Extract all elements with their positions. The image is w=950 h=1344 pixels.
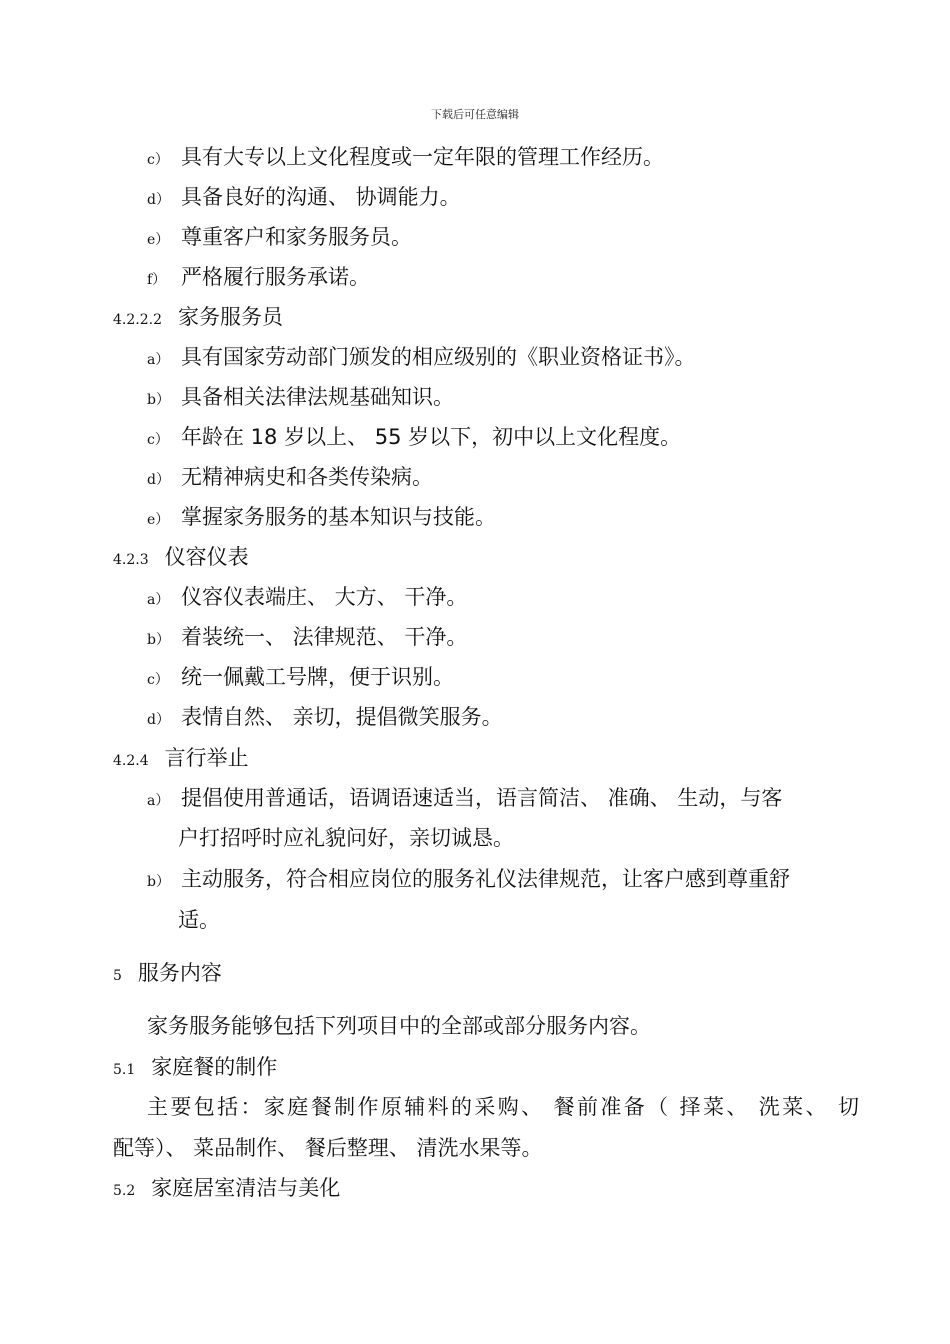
list-item-c [147,662,454,695]
list-item-text: 提倡使用普通话，语调语速适当，语言简洁、 准确、 生动，与客 [181,786,783,810]
section-number: 5.2 [113,1183,136,1199]
paragraph-line: 主要包括：家庭餐制作原辅料的采购、 餐前准备（ 择菜、 洗菜、 切 [147,1095,859,1119]
list-marker: a） [147,592,170,608]
list-marker: e） [147,232,170,248]
list-item-d [147,462,433,495]
section-number: 4.2.2.2 [113,312,162,328]
list-item-c [147,142,664,175]
section-title: 家务服务员 [177,305,283,329]
section-number: 4.2.4 [113,753,149,769]
section-number: 5.1 [113,1062,136,1078]
list-marker: b） [147,392,170,408]
list-marker: f） [147,272,167,288]
list-marker: d） [147,472,170,488]
list-item-text: 主动服务，符合相应岗位的服务礼仪法律规范，让客户感到尊重舒 [181,867,790,891]
list-item-text: 表情自然、 亲切，提倡微笑服务。 [181,705,503,729]
list-item-text: 着装统一、 法律规范、 干净。 [181,625,468,649]
list-item-b [147,382,454,415]
list-item-text: 具有国家劳动部门颁发的相应级别的《职业资格证书》。 [181,345,696,369]
list-marker: b） [147,632,170,648]
list-item-continuation: 适。 [178,908,220,932]
section-heading-5-1 [113,1052,277,1085]
section-heading-4-2-4 [113,743,249,776]
list-item-b [147,864,790,897]
list-item-continuation: 户打招呼时应礼貌问好，亲切诚恳。 [178,826,514,850]
list-item-f [147,262,370,295]
list-marker: a） [147,793,170,809]
section-title: 言行举止 [164,746,249,770]
section-title: 服务内容 [137,961,222,985]
list-marker: c） [147,152,169,168]
list-item-c [147,422,681,455]
list-item-text: 统一佩戴工号牌，便于识别。 [181,665,454,689]
list-item-text: 具备良好的沟通、 协调能力。 [181,185,461,209]
section-number: 5 [113,968,122,984]
list-item-text: 年龄在 18 岁以上、 55 岁以下，初中以上文化程度。 [181,425,682,449]
section-heading-4-2-3 [113,542,249,575]
section-title: 仪容仪表 [164,545,249,569]
list-item-text: 仪容仪表端庄、 大方、 干净。 [181,585,468,609]
paragraph: 家务服务能够包括下列项目中的全部或部分服务内容。 [147,1014,651,1038]
section-heading-5 [113,958,222,991]
list-item-text: 具有大专以上文化程度或一定年限的管理工作经历。 [181,145,664,169]
list-marker: b） [147,874,170,890]
section-title: 家庭居室清洁与美化 [151,1176,341,1200]
section-heading-4-2-2-2 [113,302,283,335]
paragraph-line: 配等）、 菜品制作、 餐后整理、 清洗水果等。 [113,1136,543,1160]
list-marker: d） [147,712,170,728]
list-item-text: 无精神病史和各类传染病。 [181,465,433,489]
list-item-text: 掌握家务服务的基本知识与技能。 [181,505,496,529]
list-marker: a） [147,352,170,368]
list-item-e [147,222,412,255]
list-item-text: 具备相关法律法规基础知识。 [181,385,454,409]
list-item-a [147,582,467,615]
list-item-e [147,502,496,535]
list-item-d [147,182,461,215]
list-item-d [147,702,503,735]
list-marker: c） [147,432,169,448]
section-title: 家庭餐的制作 [151,1055,278,1079]
section-heading-5-2 [113,1173,340,1206]
list-marker: e） [147,512,170,528]
page-header: 下载后可任意编辑 [431,108,519,121]
list-item-b [147,622,467,655]
list-item-a [147,342,696,375]
list-marker: c） [147,672,169,688]
list-item-a [147,783,782,816]
list-item-text: 严格履行服务承诺。 [181,265,370,289]
section-number: 4.2.3 [113,552,149,568]
list-marker: d） [147,192,170,208]
list-item-text: 尊重客户和家务服务员。 [181,225,412,249]
